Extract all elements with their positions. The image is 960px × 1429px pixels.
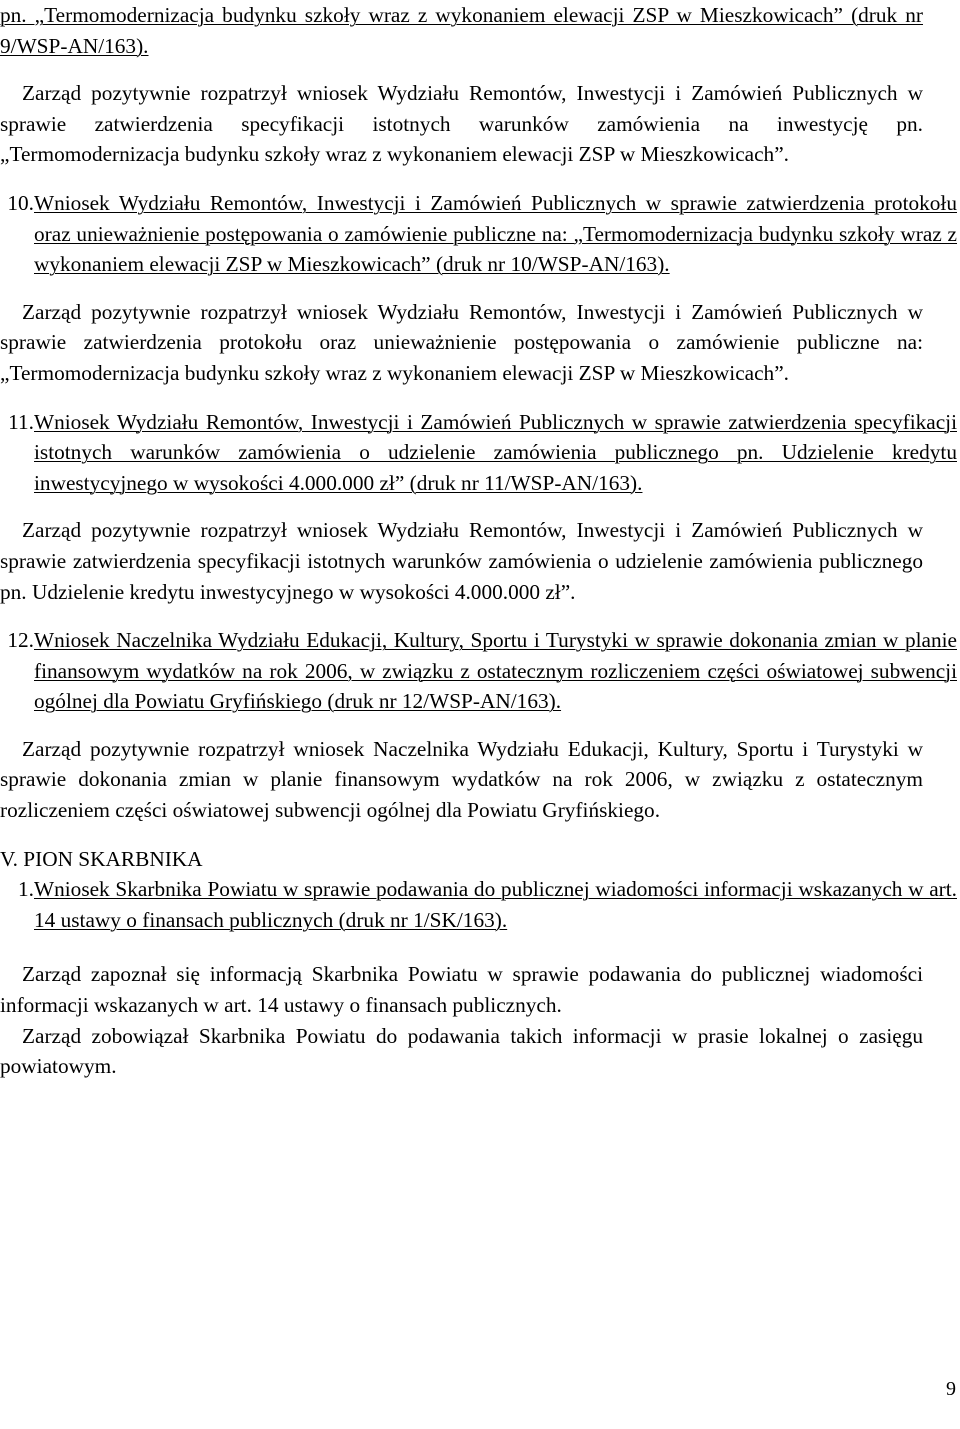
item-text: Wniosek Naczelnika Wydziału Edukacji, Kultury, Sportu i Turystyki w sprawie dokonania zmian w planie finansowym wydatków na rok 2006, w związku z ostatecznym rozliczeniem części oświatowej subwencji ogólnej dla Powiatu Gryfińskiego (druk nr 12/WSP-AN/163). [34,628,957,714]
item-text: Wniosek Skarbnika Powiatu w sprawie podawania do publicznej wiadomości informacji wskazanych w art. 14 ustawy o finansach publicznych (druk nr 1/SK/163). [34,877,957,932]
item-decision: Zarząd pozytywnie rozpatrzył wniosek Wydziału Remontów, Inwestycji i Zamówień Publicznych w sprawie zatwierdzenia specyfikacji istotnych warunków zamówienia o udzielenie zamówienia publicznego pn. Udzielenie kredytu inwestycyjnego w wysokości 4.000.000 zł”. [0,518,923,604]
section-heading: V. PION SKARBNIKA [0,846,203,871]
list-item [8,407,957,499]
item-decision: Zarząd pozytywnie rozpatrzył wniosek Naczelnika Wydziału Edukacji, Kultury, Sportu i Turystyki w sprawie dokonania zmian w planie finansowym wydatków na rok 2006, w związku z ostatecznym rozliczeniem części oświatowej subwencji ogólnej dla Powiatu Gryfińskiego. [0,736,923,823]
section-decision-1: Zarząd zapoznał się informacją Skarbnika Powiatu w sprawie podawania do publicznej wiadomości informacji wskazanych w art. 14 ustawy o finansach publicznych. [0,962,923,1018]
intro-decision-text: Zarząd pozytywnie rozpatrzył wniosek Wydziału Remontów, Inwestycji i Zamówień Publicznych w sprawie zatwierdzenia specyfikacji istotnych warunków zamówienia na inwestycję [0,81,923,136]
item-number: 10. [7,190,34,215]
item-decision: Zarząd pozytywnie rozpatrzył wniosek Wydziału Remontów, Inwestycji i Zamówień Publicznych w sprawie zatwierdzenia protokołu oraz unieważnienie postępowania o zamówienie publiczne na: „Termomodernizacja budynku szkoły wraz z wykonaniem elewacji ZSP w Mieszkowicach”. [0,299,923,385]
item-number: 12. [7,628,34,653]
intro-decision-title: pn. „Termomodernizacja budynku szkoły wraz z wykonaniem elewacji ZSP w Mieszkowicach”. [0,111,923,167]
list-item [7,188,957,280]
intro-decision [0,78,923,170]
page-number: 9 [946,1378,956,1400]
item-number: 11. [8,409,34,434]
item-text: Wniosek Wydziału Remontów, Inwestycji i Zamówień Publicznych w sprawie zatwierdzenia protokołu oraz unieważnienie postępowania o zamówienie publiczne na: „Termomodernizacja budynku szkoły wraz z wykonaniem elewacji ZSP w Mieszkowicach” (druk nr 10/WSP-AN/163). [34,190,957,277]
intro-item-text: pn. „Termomodernizacja budynku szkoły wraz z wykonaniem elewacji ZSP w Mieszkowicach” (druk nr 9/WSP-AN/163). [0,3,923,58]
list-item [18,874,957,935]
list-item [7,625,957,717]
item-text: Wniosek Wydziału Remontów, Inwestycji i Zamówień Publicznych w sprawie zatwierdzenia specyfikacji istotnych warunków zamówienia o udzielenie zamówienia publicznego pn. Udzielenie kredytu inwestycyjnego w wysokości 4.000.000 zł” (druk nr 11/WSP-AN/163). [34,409,957,495]
section-decision-2: Zarząd zobowiązał Skarbnika Powiatu do podawania takich informacji w prasie lokalnej o zasięgu powiatowym. [0,1023,923,1079]
item-number: 1. [18,877,34,902]
